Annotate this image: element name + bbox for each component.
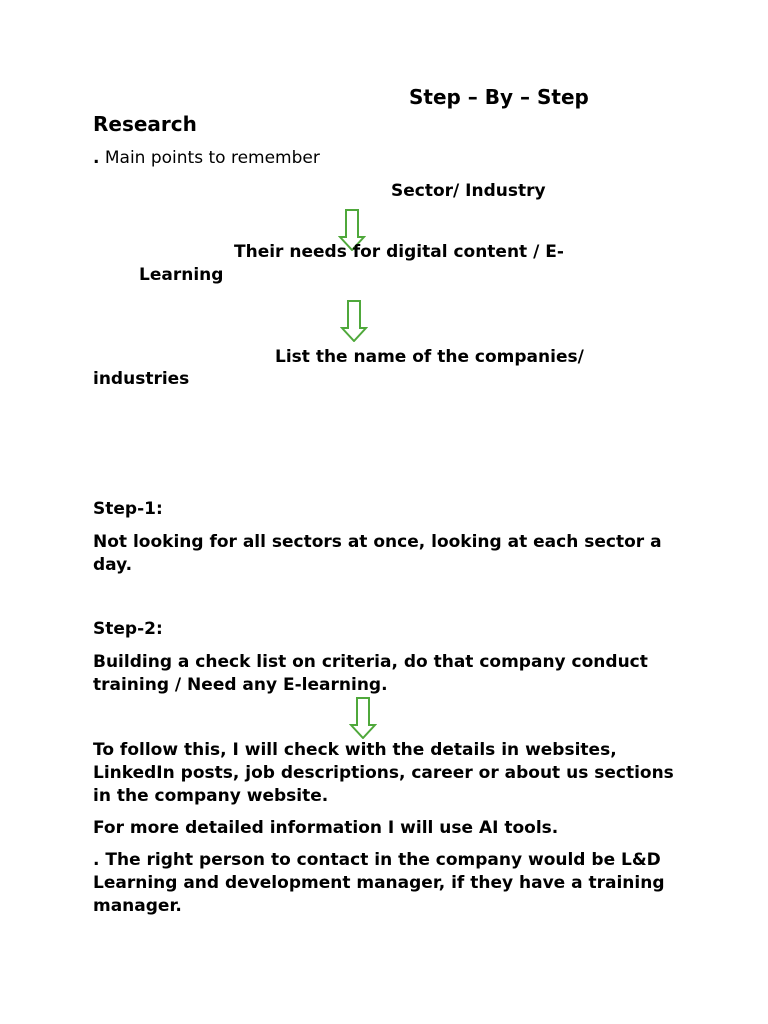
page-title-line1: Step – By – Step [409,85,589,109]
followup-paragraph-3: . The right person to contact in the company would be L&D Learning and development manager, if they have a training manager. [93,850,665,916]
flow-item-companies-line1: List the name of the companies/ [275,347,584,367]
page-title-line2: Research [93,112,197,136]
down-arrow-icon [349,697,377,739]
flow-item-needs-line1: Their needs for digital content / E- [234,242,564,262]
flow-item-sector: Sector/ Industry [391,181,546,201]
down-arrow-icon [340,300,368,342]
step2-text: Building a check list on criteria, do that company conduct training / Need any E-learning. [93,652,648,695]
step1-text: Not looking for all sectors at once, looking at each sector a day. [93,532,662,575]
intro-bullet: . [93,148,100,168]
flow-item-needs-line2: Learning [139,265,224,285]
followup-paragraph-2: For more detailed information I will use AI tools. [93,818,559,838]
intro-text: Main points to remember [104,148,320,168]
step1-label: Step-1: [93,499,163,519]
intro-line [93,148,320,168]
followup-paragraph-1: To follow this, I will check with the details in websites, LinkedIn posts, job descriptions, career or about us sections in the company website. [93,740,674,806]
flow-item-companies-line2: industries [93,369,190,389]
step2-label: Step-2: [93,619,163,639]
